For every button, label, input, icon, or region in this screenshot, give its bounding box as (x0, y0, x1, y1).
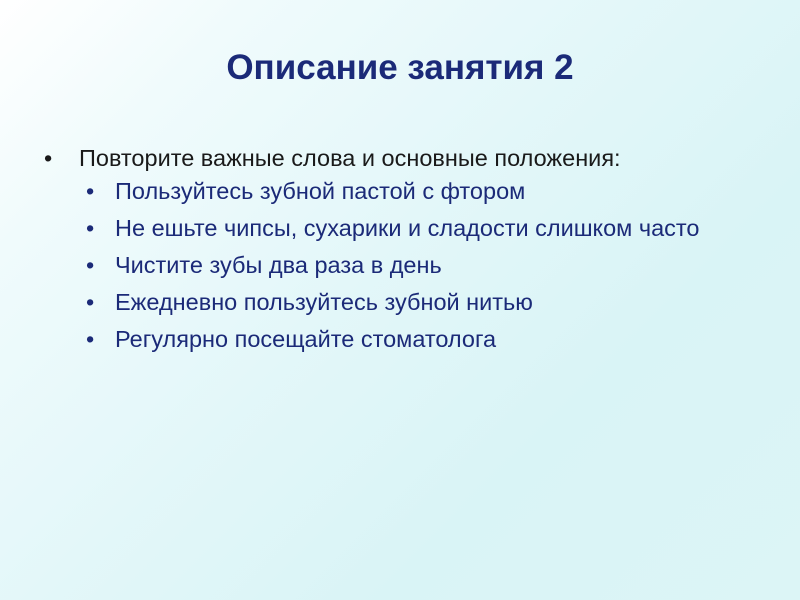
list-item (42, 177, 735, 206)
bullet-icon: • (86, 215, 95, 241)
sub-point-text: Не ешьте чипсы, сухарики и сладости слишком часто (115, 215, 700, 241)
sub-point-text: Регулярно посещайте стоматолога (115, 326, 497, 352)
sub-point-text: Ежедневно пользуйтесь зубной нитью (115, 289, 533, 315)
main-bullet-item (42, 142, 742, 174)
sub-point-text: Чистите зубы два раза в день (115, 252, 442, 278)
slide-title: Описание занятия 2 (226, 48, 574, 87)
bullet-icon: • (86, 178, 95, 204)
list-item (42, 214, 735, 243)
bullet-icon: • (86, 289, 95, 315)
bullet-icon: • (86, 326, 95, 352)
list-item (42, 325, 735, 354)
sub-point-text: Пользуйтесь зубной пастой с фтором (115, 178, 526, 204)
slide-content (42, 142, 742, 354)
bullet-icon: • (44, 145, 53, 171)
list-item (42, 288, 735, 317)
bullet-icon: • (86, 252, 95, 278)
list-item (42, 251, 735, 280)
main-point-text: Повторите важные слова и основные положения: (79, 145, 621, 171)
sub-bullet-list (42, 177, 742, 354)
